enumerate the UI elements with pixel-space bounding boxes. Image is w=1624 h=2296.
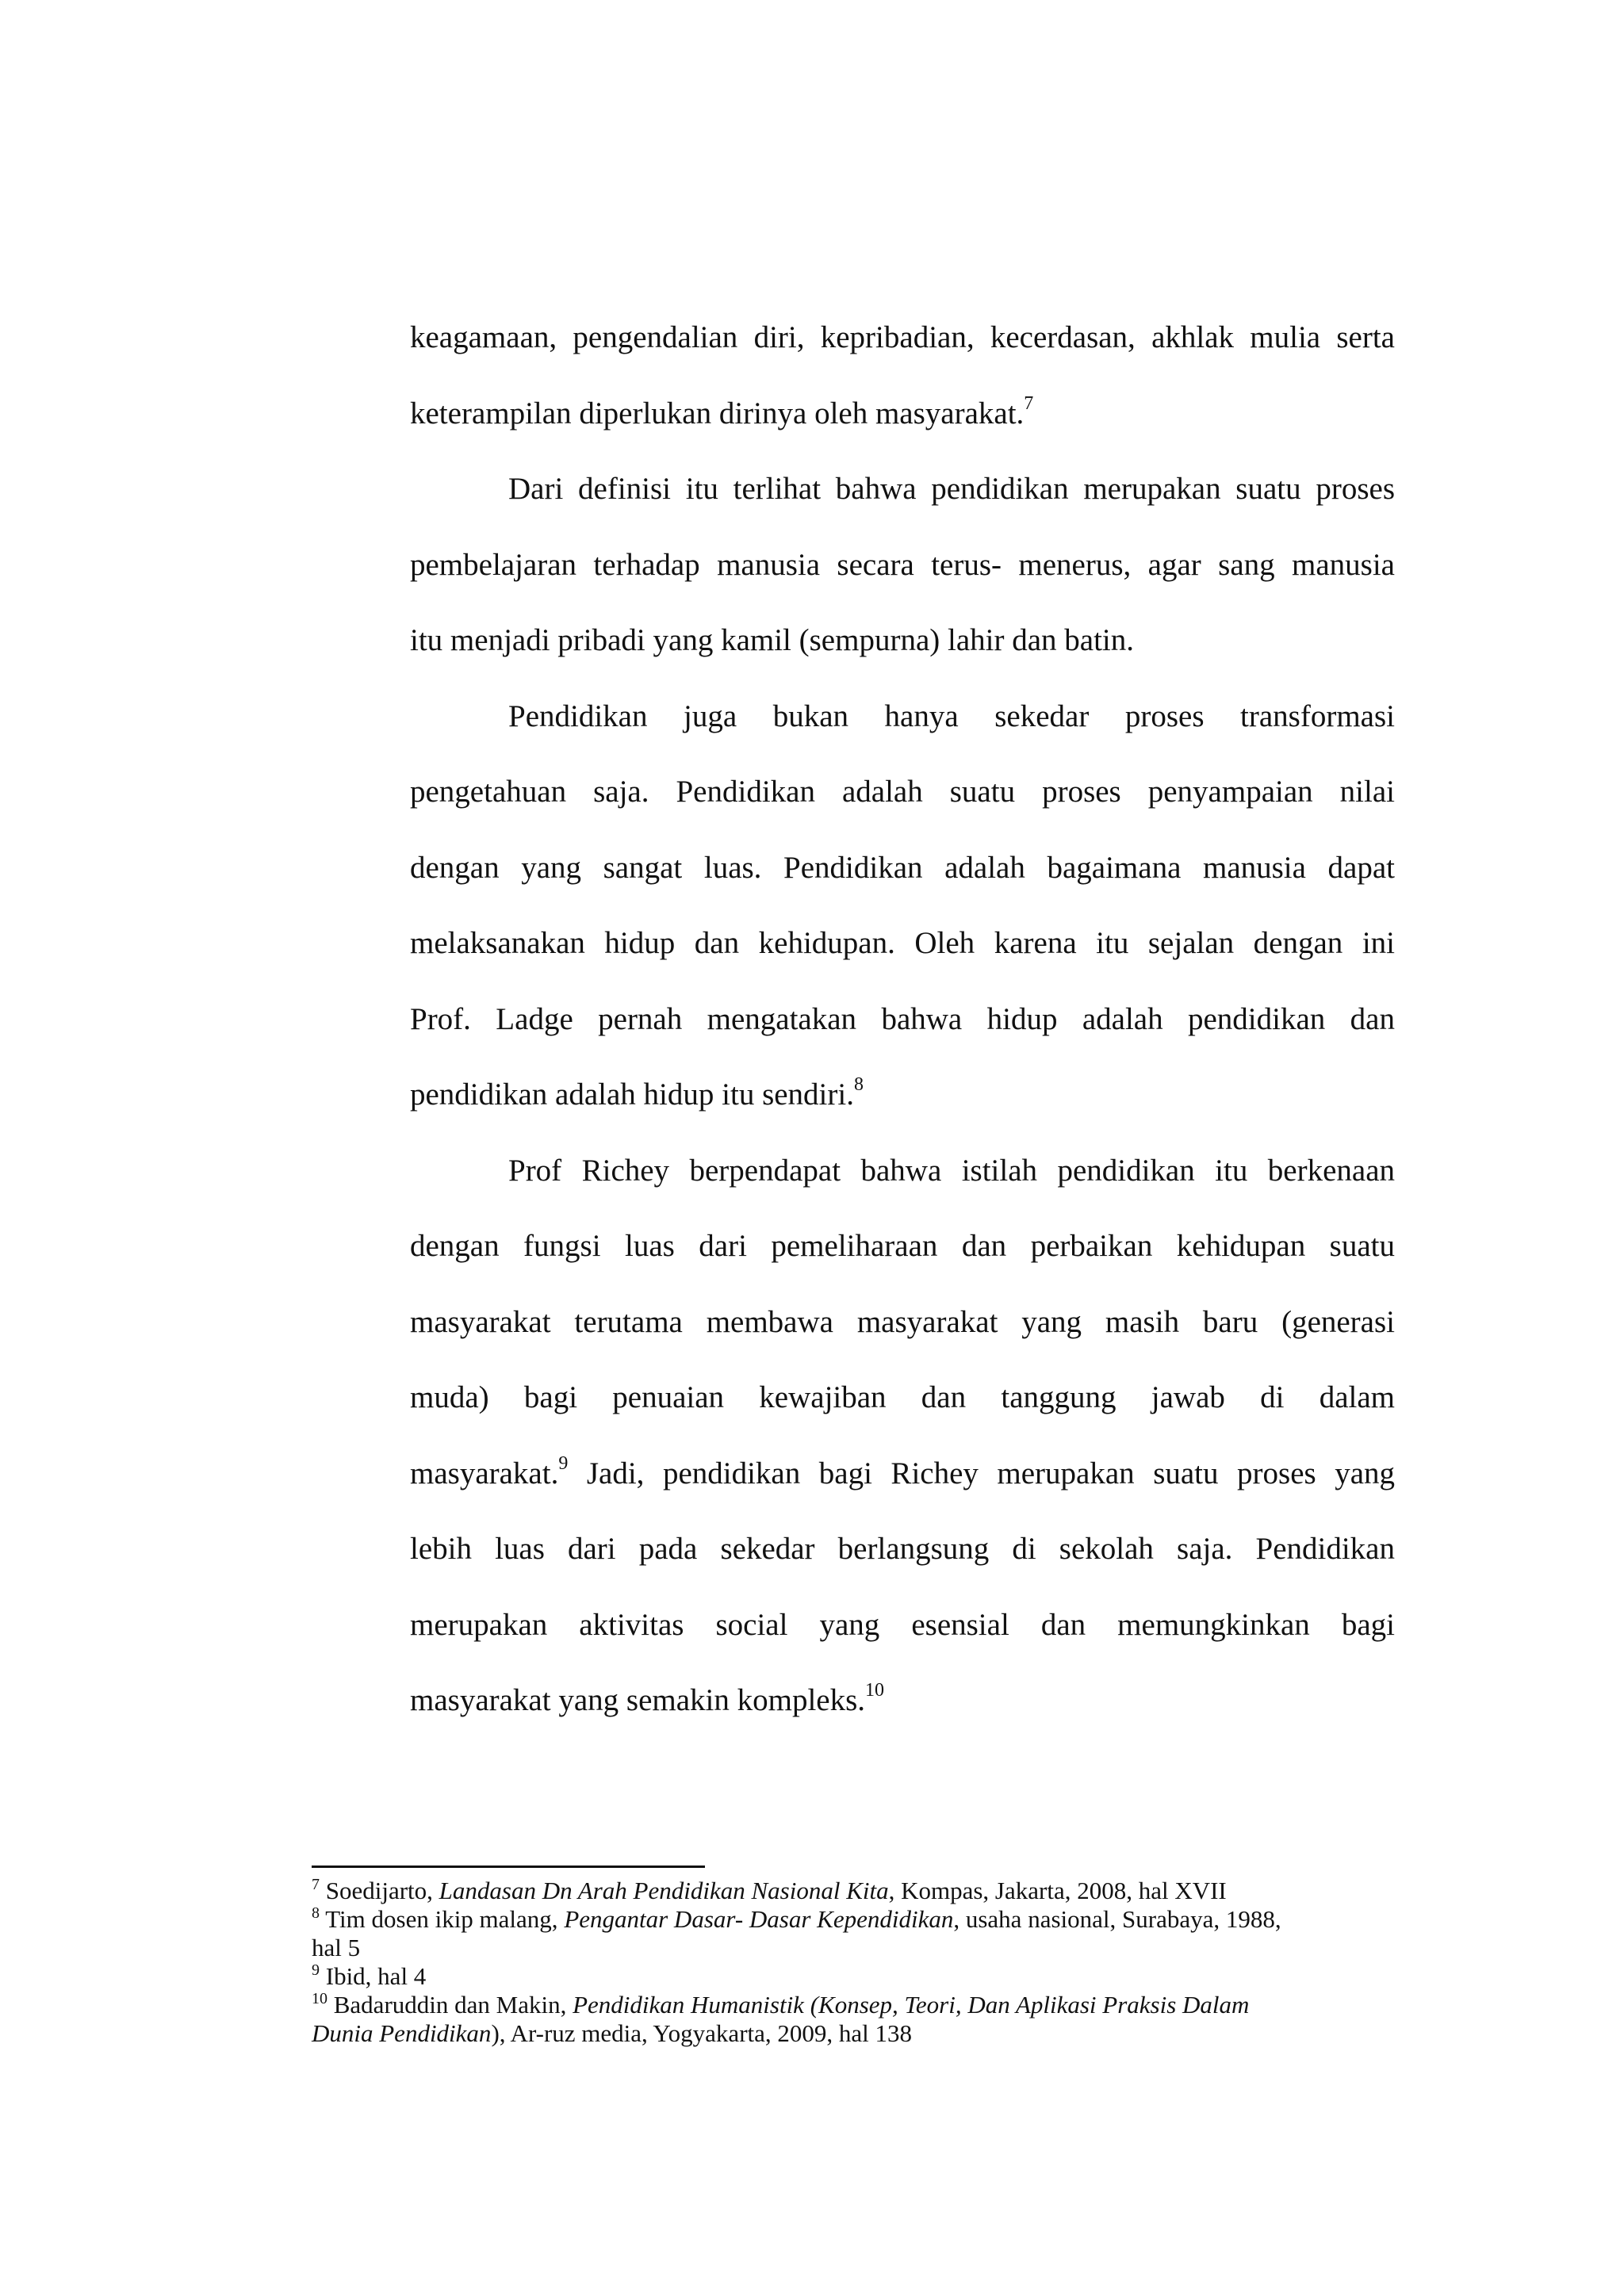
footnote-7: $^7$ Soedijarto, Landasan Dn Arah Pendidikan Nasional Kita, Kompas, Jakarta, 2008, hal XVII <box>312 1876 1227 1904</box>
footnote-10-continued: Dunia Pendidikan), Ar-ruz media, Yogyakarta, 2009, hal 138 <box>312 2019 913 2047</box>
body-text <box>410 300 1395 1739</box>
body-line: dengan fungsi luas dari pemeliharaan dan perbaikan kehidupan suatu <box>410 1229 1395 1263</box>
body-line: merupakan aktivitas social yang esensial dan memungkinkan bagi <box>410 1607 1395 1642</box>
footnote-separator <box>312 1866 705 1868</box>
body-line: melaksanakan hidup dan kehidupan. Oleh karena itu sejalan dengan ini <box>410 926 1395 960</box>
body-line: muda) bagi penuaian kewajiban dan tanggung jawab di dalam <box>410 1380 1395 1414</box>
body-line: masyarakat.$^9$ Jadi, pendidikan bagi Richey merupakan suatu proses yang <box>410 1452 1396 1490</box>
footnote-8: $^8$ Tim dosen ikip malang, Pengantar Dasar- Dasar Kependidikan, usaha nasional, Surabaya, 1988, <box>312 1904 1281 1933</box>
footnotes <box>312 1877 1398 2048</box>
body-line: masyarakat terutama membawa masyarakat yang masih baru (generasi <box>410 1304 1395 1339</box>
footnote-ref-9: 9 <box>558 1452 569 1474</box>
body-line: itu menjadi pribadi yang kamil (sempurna) lahir dan batin. <box>410 623 1134 657</box>
body-line: pendidikan adalah hidup itu sendiri.$^8$ <box>410 1074 864 1112</box>
body-line: Prof. Ladge pernah mengatakan bahwa hidup adalah pendidikan dan <box>410 1001 1395 1036</box>
body-line: lebih luas dari pada sekedar berlangsung di sekolah saja. Pendidikan <box>410 1532 1395 1566</box>
body-line: keterampilan diperlukan dirinya oleh masyarakat.$^7$ <box>410 392 1034 430</box>
body-line: pengetahuan saja. Pendidikan adalah suatu proses penyampaian nilai <box>410 775 1395 809</box>
body-line: Pendidikan juga bukan hanya sekedar proses transformasi <box>508 698 1395 733</box>
footnote-8-continued: hal 5 <box>312 1934 361 1961</box>
footnote-10: $^{10}$ Badaruddin dan Makin, Pendidikan Humanistik (Konsep, Teori, Dan Aplikasi Praksis Dalam <box>312 1990 1250 2019</box>
body-line: pembelajaran terhadap manusia secara terus- menerus, agar sang manusia <box>410 547 1395 582</box>
footnote-ref-10: 10 <box>865 1680 885 1701</box>
footnote-9: $^9$ Ibid, hal 4 <box>312 1961 427 1990</box>
body-line: Dari definisi itu terlihat bahwa pendidikan merupakan suatu proses <box>508 472 1395 506</box>
body-line: masyarakat yang semakin kompleks.$^{10}$ <box>410 1680 885 1717</box>
body-line: Prof Richey berpendapat bahwa istilah pendidikan itu berkenaan <box>508 1153 1395 1188</box>
footnote-ref-7: 7 <box>1024 392 1034 414</box>
footnote-ref-8: 8 <box>853 1074 864 1095</box>
body-line: dengan yang sangat luas. Pendidikan adalah bagaimana manusia dapat <box>410 850 1395 885</box>
body-line: keagamaan, pengendalian diri, kepribadian, kecerdasan, akhlak mulia serta <box>410 320 1395 354</box>
